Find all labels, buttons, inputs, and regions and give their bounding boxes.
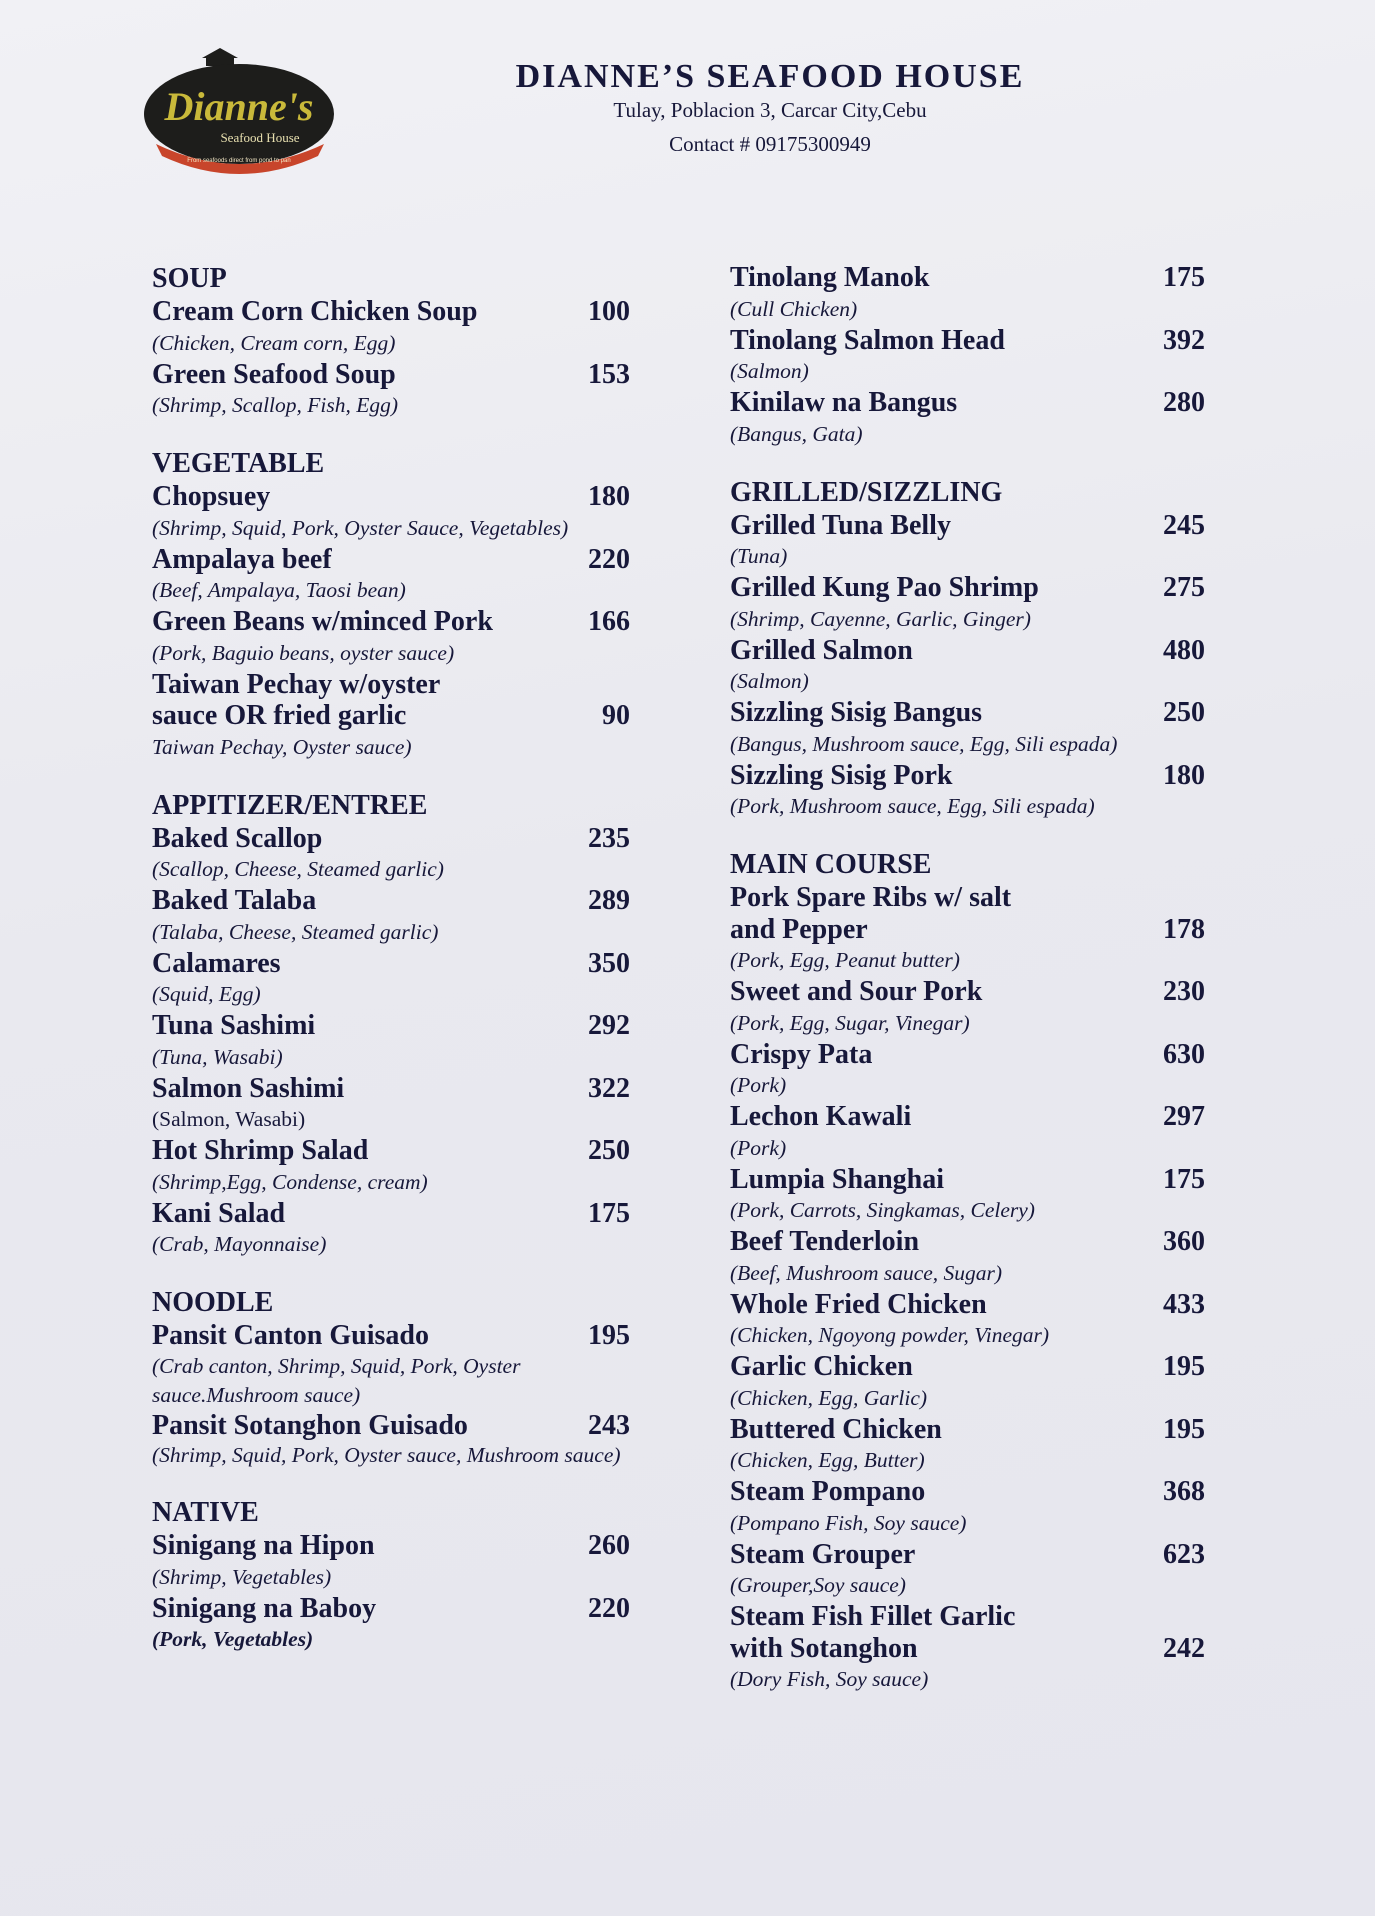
menu-item-price: 243 [588, 1409, 630, 1441]
menu-item-row [730, 510, 1205, 542]
menu-item-price: 195 [1163, 1413, 1205, 1445]
menu-item-name: Steam Grouper [730, 1538, 916, 1570]
menu-item-price: 195 [1163, 1351, 1205, 1382]
menu-item-name: Kani Salad [152, 1197, 286, 1229]
menu-item-row [730, 1601, 1205, 1664]
menu-item-ingredients: (Shrimp, Squid, Pork, Oyster Sauce, Vegetables) [152, 515, 569, 540]
menu-item-name: Whole Fried Chicken [730, 1288, 987, 1320]
menu-item [152, 669, 672, 763]
menu-item-name: Green Seafood Soup [152, 358, 396, 390]
menu-item-name: Beef Tenderloin [730, 1226, 920, 1257]
menu-item-row [730, 697, 1205, 729]
menu-item [152, 544, 672, 607]
restaurant-name: DIANNE’S SEAFOOD HOUSE [515, 58, 1025, 95]
menu-item-ingredients: (Beef, Mushroom sauce, Sugar) [730, 1260, 1003, 1285]
menu-item-price: 245 [1163, 509, 1205, 541]
menu-section-vegetable [152, 447, 672, 763]
menu-item-row [152, 296, 672, 328]
menu-item-name: Grilled Tuna Belly [730, 509, 951, 541]
menu-item-row [730, 882, 1205, 945]
menu-item-name: Baked Scallop [152, 822, 323, 854]
menu-item-price: 235 [588, 822, 630, 854]
menu-item-name: Lumpia Shanghai [730, 1163, 944, 1195]
menu-item-row [730, 1039, 1205, 1071]
menu-item-name: Steam Fish Fillet Garlic with Sotanghon [730, 1601, 1016, 1664]
menu-item-price: 90 [602, 700, 630, 731]
menu-item [730, 1101, 1205, 1164]
restaurant-contact: Contact # 09175300949 [669, 132, 871, 156]
menu-item-name: Tinolang Salmon Head [730, 324, 1005, 356]
menu-section-grilled-sizzling [730, 476, 1205, 823]
menu-item [152, 1198, 672, 1261]
menu-item-ingredients: (Salmon, Wasabi) [152, 1107, 306, 1131]
menu-item-ingredients: Taiwan Pechay, Oyster sauce) [152, 734, 412, 759]
menu-item-price: 180 [588, 481, 630, 512]
menu-item [730, 510, 1205, 573]
menu-item-price: 392 [1163, 324, 1205, 356]
menu-item-row [152, 1530, 672, 1562]
menu-item-ingredients: (Crab canton, Shrimp, Squid, Pork, Oyster sauce.Mushroom sauce) [152, 1353, 521, 1407]
menu-item-name: Sweet and Sour Pork [730, 976, 983, 1007]
menu-item-ingredients: (Bangus, Mushroom sauce, Egg, Sili espada) [730, 731, 1118, 756]
menu-item-row [152, 544, 672, 576]
menu-item-ingredients: (Pork, Mushroom sauce, Egg, Sili espada) [730, 794, 1095, 818]
menu-item [730, 1539, 1205, 1602]
menu-item [730, 976, 1205, 1039]
menu-item-row [152, 359, 672, 391]
menu-section-main-course [730, 848, 1205, 1695]
menu-item-ingredients: (Salmon) [730, 669, 809, 693]
menu-item-name: Grilled Kung Pao Shrimp [730, 572, 1039, 603]
menu-section-soup [152, 262, 672, 421]
menu-item [730, 1226, 1205, 1289]
restaurant-address: Tulay, Poblacion 3, Carcar City,Cebu [613, 98, 927, 122]
menu-section-appitizer-entree [152, 789, 672, 1261]
menu-item-price: 175 [588, 1197, 630, 1229]
menu-item-row [730, 387, 1205, 419]
menu-item-name: Salmon Sashimi [152, 1072, 345, 1104]
menu-item [152, 1320, 672, 1410]
menu-item-row [730, 1351, 1205, 1383]
menu-item-row [152, 1010, 672, 1042]
menu-item-ingredients: (Squid, Egg) [152, 982, 261, 1006]
menu-item-name: Pansit Sotanghon Guisado [152, 1409, 468, 1441]
menu-section-native [152, 1496, 672, 1655]
menu-item [730, 635, 1205, 698]
menu-item-ingredients: (Bangus, Gata) [730, 421, 863, 446]
menu-column-left [152, 262, 672, 1681]
menu-item-name: Sinigang na Baboy [152, 1592, 377, 1624]
menu-item-price: 275 [1163, 572, 1205, 603]
menu-item-price: 280 [1163, 387, 1205, 418]
menu-item-name: Garlic Chicken [730, 1351, 913, 1382]
menu-item-price: 322 [588, 1072, 630, 1104]
menu-item-price: 250 [588, 1135, 630, 1166]
menu-item-row [152, 481, 672, 513]
menu-item-price: 166 [588, 606, 630, 637]
menu-item-ingredients: (Talaba, Cheese, Steamed garlic) [152, 919, 439, 944]
menu-item-price: 480 [1163, 634, 1205, 666]
menu-item-ingredients: (Pork, Baguio beans, oyster sauce) [152, 640, 455, 665]
menu-item-name: Sizzling Sisig Bangus [730, 697, 983, 728]
menu-item [730, 1289, 1205, 1352]
menu-item-price: 360 [1163, 1226, 1205, 1257]
menu-item-price: 180 [1163, 759, 1205, 791]
section-heading: NOODLE [152, 1287, 274, 1318]
menu-item-name: Grilled Salmon [730, 634, 913, 666]
menu-item-row [730, 1164, 1205, 1196]
menu-item-row [730, 760, 1205, 792]
menu-item-row [730, 325, 1205, 357]
menu-item-row [730, 1476, 1205, 1508]
menu-column-right [730, 262, 1205, 1721]
menu-item [730, 760, 1205, 823]
menu-item-price: 175 [1163, 262, 1205, 293]
menu-item-row [152, 823, 672, 855]
menu-item [152, 359, 672, 422]
menu-item-row [152, 885, 672, 917]
menu-item-price: 350 [588, 947, 630, 979]
menu-item-ingredients: (Shrimp, Cayenne, Garlic, Ginger) [730, 606, 1031, 631]
menu-item [152, 1593, 672, 1656]
menu-item-price: 623 [1163, 1538, 1205, 1570]
menu-item-name: Buttered Chicken [730, 1413, 942, 1445]
menu-item-name: Kinilaw na Bangus [730, 387, 958, 418]
menu-item-name: Pork Spare Ribs w/ salt and Pepper [730, 882, 1012, 945]
menu-item-ingredients: (Tuna, Wasabi) [152, 1044, 283, 1069]
menu-item-name: Green Beans w/minced Pork [152, 606, 493, 637]
menu-item-row [730, 1226, 1205, 1258]
menu-item-name: Chopsuey [152, 481, 271, 512]
menu-item-row [730, 1289, 1205, 1321]
menu-item [730, 1351, 1205, 1414]
menu-item-row [730, 635, 1205, 667]
menu-item [730, 1164, 1205, 1227]
section-heading: APPITIZER/ENTREE [152, 789, 428, 821]
menu-item-name: Cream Corn Chicken Soup [152, 296, 478, 327]
menu-item-ingredients: (Shrimp, Scallop, Fish, Egg) [152, 393, 399, 417]
menu-item-name: Tinolang Manok [730, 262, 930, 293]
menu-item [152, 606, 672, 669]
menu-item-ingredients: (Pork, Egg, Peanut butter) [730, 948, 960, 972]
menu-item-ingredients: (Chicken, Egg, Garlic) [730, 1385, 928, 1410]
menu-item [730, 1476, 1205, 1539]
menu-item [730, 387, 1205, 450]
menu-item-price: 368 [1163, 1476, 1205, 1507]
menu-item [730, 1039, 1205, 1102]
menu-item-name: Calamares [152, 947, 281, 979]
menu-item-ingredients: (Pork, Vegetables) [152, 1627, 314, 1651]
menu-item-ingredients: (Scallop, Cheese, Steamed garlic) [152, 857, 444, 881]
menu-item-ingredients: (Shrimp, Squid, Pork, Oyster sauce, Mushroom sauce) [152, 1443, 621, 1467]
menu-item-ingredients: (Pork, Carrots, Singkamas, Celery) [730, 1198, 1035, 1222]
menu-item-price: 175 [1163, 1163, 1205, 1195]
menu-item-price: 100 [588, 296, 630, 327]
menu-item-row [152, 1198, 672, 1230]
menu-section-continued [730, 262, 1205, 450]
menu-item-name: Baked Talaba [152, 885, 317, 916]
menu-item-row [730, 572, 1205, 604]
menu-item-name: Ampalaya beef [152, 543, 332, 575]
menu-item-row [152, 669, 672, 732]
menu-item-row [152, 1135, 672, 1167]
menu-item [152, 1530, 672, 1593]
menu-item-row [152, 606, 672, 638]
menu-item-name: Sinigang na Hipon [152, 1530, 375, 1561]
menu-item-row [152, 1593, 672, 1625]
menu-item-ingredients: (Chicken, Egg, Butter) [730, 1448, 925, 1472]
menu-item-row [152, 1410, 672, 1442]
logo-subtext: Seafood House [220, 130, 300, 145]
menu-item [730, 572, 1205, 635]
section-heading: GRILLED/SIZZLING [730, 476, 1003, 508]
menu-item-price: 230 [1163, 976, 1205, 1007]
menu-item-ingredients: (Chicken, Cream corn, Egg) [152, 330, 396, 355]
menu-item [152, 823, 672, 886]
menu-item-ingredients: (Cull Chicken) [730, 296, 858, 321]
menu-item-price: 250 [1163, 697, 1205, 728]
menu-item-name: Sizzling Sisig Pork [730, 759, 953, 791]
menu-item-price: 297 [1163, 1101, 1205, 1132]
menu-item-row [152, 948, 672, 980]
menu-item-name: Steam Pompano [730, 1476, 926, 1507]
menu-item-row [730, 976, 1205, 1008]
menu-section-noodle [152, 1286, 672, 1470]
menu-item-row [730, 262, 1205, 294]
menu-item-row [152, 1320, 672, 1352]
menu-item [730, 1601, 1205, 1695]
menu-item-name: Pansit Canton Guisado [152, 1320, 429, 1351]
menu-item [730, 697, 1205, 760]
menu-item-ingredients: (Salmon) [730, 359, 809, 383]
menu-item-price: 220 [588, 1592, 630, 1624]
section-heading: VEGETABLE [152, 448, 325, 479]
section-heading: MAIN COURSE [730, 849, 932, 880]
menu-item-price: 242 [1163, 1632, 1205, 1664]
menu-item-ingredients: (Beef, Ampalaya, Taosi bean) [152, 578, 406, 602]
menu-item-row [730, 1101, 1205, 1133]
menu-item [152, 1073, 672, 1136]
menu-item [152, 1410, 672, 1471]
menu-item-ingredients: (Crab, Mayonnaise) [152, 1232, 327, 1256]
menu-item [152, 948, 672, 1011]
menu-item-price: 195 [588, 1320, 630, 1351]
menu-item [152, 1010, 672, 1073]
menu-item-ingredients: (Pork) [730, 1135, 787, 1160]
menu-item [152, 1135, 672, 1198]
menu-item-row [152, 1073, 672, 1105]
menu-item-price: 292 [588, 1010, 630, 1041]
menu-item-row [730, 1414, 1205, 1446]
menu-item-name: Hot Shrimp Salad [152, 1135, 369, 1166]
menu-item-ingredients: (Shrimp,Egg, Condense, cream) [152, 1169, 428, 1194]
menu-item [152, 885, 672, 948]
menu-item-ingredients: (Shrimp, Vegetables) [152, 1564, 332, 1589]
section-heading: SOUP [152, 263, 227, 294]
menu-item-name: Taiwan Pechay w/oyster sauce OR fried garlic [152, 668, 441, 731]
menu-item-ingredients: (Pork, Egg, Sugar, Vinegar) [730, 1010, 970, 1035]
menu-item [730, 325, 1205, 388]
menu-item [730, 1414, 1205, 1477]
menu-item [730, 262, 1205, 325]
menu-item-price: 433 [1163, 1288, 1205, 1320]
menu-item-ingredients: (Tuna) [730, 544, 788, 568]
logo-wordmark: Dianne's [164, 84, 314, 129]
menu-item-price: 178 [1163, 913, 1205, 945]
section-heading: NATIVE [152, 1497, 259, 1528]
menu-item-ingredients: (Grouper,Soy sauce) [730, 1573, 906, 1597]
menu-item-ingredients: (Pompano Fish, Soy sauce) [730, 1510, 967, 1535]
menu-item-ingredients: (Dory Fish, Soy sauce) [730, 1667, 929, 1691]
logo-tagline: From seafoods direct from pond to pan [187, 158, 291, 164]
restaurant-logo [142, 46, 337, 176]
menu-item-price: 630 [1163, 1038, 1205, 1070]
menu-item [152, 481, 672, 544]
menu-item-price: 220 [588, 543, 630, 575]
menu-item-row [730, 1539, 1205, 1571]
menu-item-price: 153 [588, 358, 630, 390]
menu-item [730, 882, 1205, 976]
menu-item-ingredients: (Pork) [730, 1073, 787, 1097]
menu-item-name: Tuna Sashimi [152, 1010, 316, 1041]
menu-item [152, 296, 672, 359]
menu-item-price: 289 [588, 885, 630, 916]
menu-item-ingredients: (Chicken, Ngoyong powder, Vinegar) [730, 1323, 1050, 1347]
menu-item-name: Lechon Kawali [730, 1101, 912, 1132]
menu-item-name: Crispy Pata [730, 1038, 873, 1070]
menu-item-price: 260 [588, 1530, 630, 1561]
